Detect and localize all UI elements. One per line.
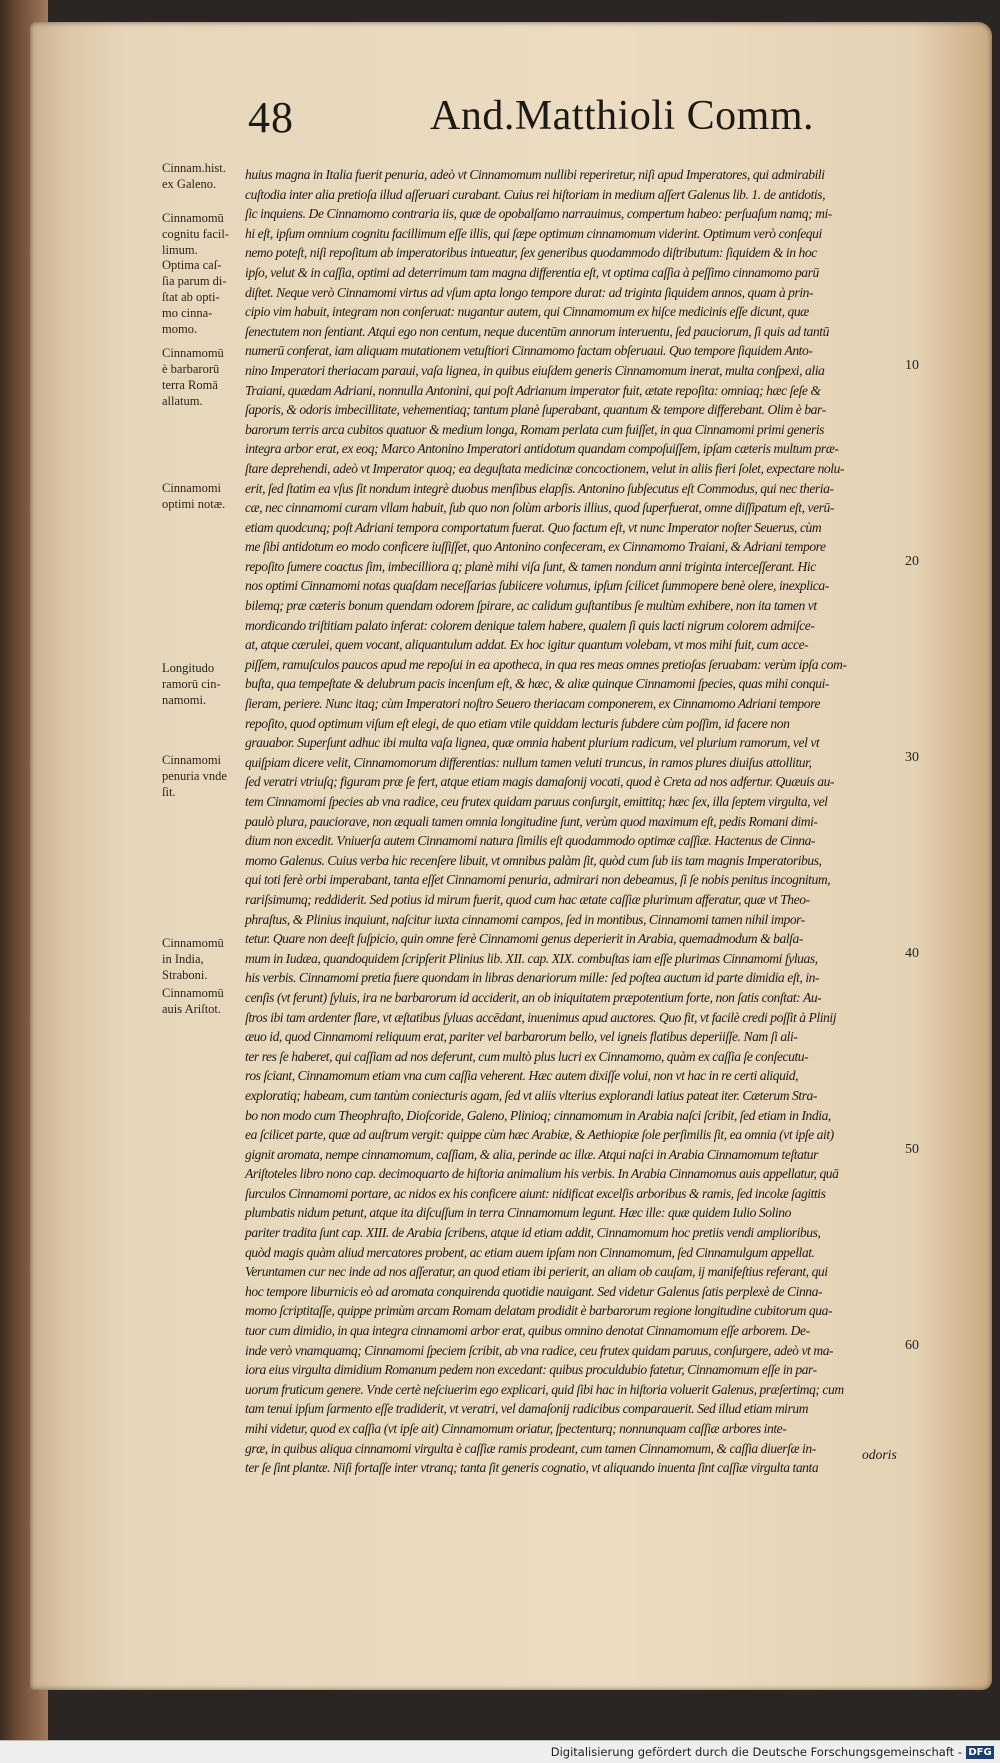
running-head: And.Matthioli Comm. [430,93,815,139]
text-line: momo ſcriptitaſſe, quippe primùm arcam Romam delatam prodidit è barbarorum regione longitudine cubitorum qua- [245,1303,833,1319]
marginal-note-line: ramorū cin- [162,677,221,691]
text-line: tam tenui ipſum ſarmento eſſe tradiderit, vt veratri, vel damaſonij radicibus comparauerit. Sed illud etiam mirum [245,1401,809,1417]
marginal-note-line: è barbarorū [162,362,220,376]
text-line: hi eſt, ipſum omnium cognitu facillimum eſſe illis, qui ſæpe optimum cinnamomum viderint. Optimum verò conſequi [245,225,822,241]
text-line: buſta, qua tempeſtate & delubrum pacis incenſum eſt, & hæc, & aliæ quinque Cinnamomi ſpecies, quas mihi conqui- [245,676,829,692]
marginal-note [162,345,252,409]
text-line: quòd magis quàm aliud mercatores probent, ac etiam auem ipſam non Cinnamomum, ſed Cinnamulgum appellat. [245,1244,815,1260]
text-line: ſaporis, & odoris imbecillitate, vehementiaq; tantum planè ſuperabant, quantum & tempore differebant. Olim è bar- [245,402,826,418]
text-line: mordicando triſtitiam palato inferat: colorem denique talem habere, qualem ſi quis lacti nigrum colorem admiſce- [245,617,815,633]
text-line: ſtare deprehendi, adeò vt Imperator quoq; ea deguſtata medicinæ concoctionem, velut in aliis fieri ſolet, expectare nolu- [245,460,845,476]
text-line: ea ſcilicet parte, quæ ad auſtrum vergit: quippe cùm hæc Arabiæ, & Aethiopiæ ſole perſimilis ſit, ea omnia (vt ipſe ait) [245,1127,834,1143]
marginal-note-line: namomi. [162,693,207,707]
text-line: Veruntamen cur nec inde ad nos aſſeratur, an quod etiam ibi perierit, an aliam ob cauſam, ij manifeſtius referant, qui [245,1264,828,1280]
marginal-note-line: Cinnam.hist. [162,161,226,175]
marginal-note-line: Optima caſ- [162,258,222,272]
text-line: ſieram, periere. Nunc itaq; cùm Imperatori noſtro Seuero theriacam componerem, ex Cinnamomo Adriani tempore [245,696,821,712]
text-line: ſenectutem non ſentiant. Atqui ego non centum, neque ducentūm annorum interuentu, ſed pauciorum, ſi quis ad tantū [245,323,829,339]
text-line: ipſo, velut & in caſſia, optimi ad deterrimum tam magna differentia eſt, vt optima caſſia à peſſimo cinnamomo parū [245,264,819,280]
text-line: tuor cum dimidio, in qua integra cinnamomi arbor erat, quibus omnino denotat Cinnamomum eſſe arborem. De- [245,1323,810,1339]
text-line: ſtros ibi tam ardenter flare, vt æſtatibus ſyluas accēdant, inuenimus apud auctores. Quo fit, vt facilè credi poſſit à Plinij [245,1009,837,1025]
marginal-note-line: allatum. [162,394,203,408]
marginal-note [162,660,252,708]
text-line: cæ, nec cinnamomi curam vllam habuit, ſub quo non ſolùm arboris illius, quod ſuperfuerat, omne diſſipatum eſt, verū- [245,500,834,516]
marginal-note [162,257,252,337]
text-line: numerū conferat, iam aliquam mutationem vetuſtiori Cinnamomo factam obſeruaui. Quo tempore ſiquidem Anto- [245,343,813,359]
marginal-note [162,985,252,1017]
marginal-note-line: mo cinna- [162,306,213,320]
page-header [0,92,1000,152]
text-line: hoc tempore liburnicis eò ad aromata conquirenda quotidie nauigant. Sed videtur Galenus ſatis perplexè de Cinna- [245,1283,823,1299]
text-line: pariter tradita ſunt cap. XIII. de Arabia ſcribens, atque id etiam addit, Cinnamomum hoc pretiis vendi amplioribus, [245,1225,821,1241]
text-line: huius magna in Italia fuerit penuria, adeò vt Cinnamomum nullibi reperiretur, niſi apud Imperatores, qui admirabili [245,167,825,182]
marginal-note-line: optimi notæ. [162,497,226,511]
marginal-note-line: limum. [162,243,198,257]
marginal-note-line: Cinnamomū [162,986,224,1000]
marginal-note-line: Cinnamomi [162,753,222,767]
text-line: repoſito, quod optimum viſum eſt elegi, de quo etiam vtile quiddam lecturis ſubdere cùm poſſim, id facere non [245,715,790,731]
text-line: uorum fruticum genere. Vnde certè neſciuerim ego explicari, quid ſibi hac in hiſtoria voluerit Galenus, præſertimq; cum [245,1381,844,1397]
text-line: exploratiq; habeam, cum tantùm coniecturis agam, ſed vt aliis vlterius explorandi latius pateat iter. Cæterum Stra- [245,1087,817,1103]
text-line: ſic inquiens. De Cinnamomo contraria iis, quæ de opobalſamo narrauimus, compertum habeo: perſuaſum namq; mi- [245,206,832,222]
line-number: 30 [905,750,919,766]
text-line: nos optimi Cinnamomi notas quaſdam neceſſarias ſubiicere volumus, ipſum ſcilicet ſummopere benè olere, inexplica- [245,578,829,594]
text-line: plumbatis nidum petunt, atque ita diſcuſſum in terra Cinnamomum legunt. Hæc ille: quæ quidem Iulio Solino [245,1205,791,1221]
text-line: æuo id, quod Cinnamomi reliquum erat, pariter vel barbarorum bello, vel igneis flatibus deperiiſſe. Nam ſi ali- [245,1029,798,1045]
text-line: græ, in quibus aliqua cinnamomi virgulta è caſſiæ ramis prodeant, cum tamen Cinnamomum, & caſſia diuerſæ in- [245,1440,816,1456]
text-line: nemo poteſt, niſi repoſitum ab imperatoribus intueatur, ſex generibus quodammodo diſtributum: ſiquidem & in hoc [245,245,817,261]
text-line: mihi videtur, quod ex caſſia (vt ipſe ait) Cinnamomum oriatur, ſpectenturq; nonnunquam caſſiæ arbores inte- [245,1421,787,1436]
text-line: gignit aromata, nempe cinnamomum, caſſiam, & alia, perinde ac illæ. Atqui naſci in Arabia Cinnamomum teſtatur [245,1146,818,1162]
footer-credit: Digitalisierung gefördert durch die Deutsche Forschungsgemeinschaft - [550,1745,962,1759]
marginal-note-line: ſit. [162,785,176,799]
text-line: his verbis. Cinnamomi pretia fuere quondam in libras denariorum mille: ſed poſtea auctum id parte dimidia eſt, in- [245,970,820,986]
text-line: iora eius virgulta dimidium Romanum pedem non excedant: quibus proculdubio fatetur, Cinnamomum eſſe in par- [245,1362,817,1378]
line-numbers [905,160,945,1460]
text-line: diſtet. Neque verò Cinnamomi virtus ad vſum apta longo tempore durat: ad triginta ſiquidem annos, quam à prin- [245,284,814,300]
marginal-note-line: in India, [162,952,204,966]
marginal-note [162,480,252,512]
text-line: cuſtodia inter alia pretioſa illud aſſeruari curabant. Cuius rei hiſtoriam in medium aſſert Galenus lib. 1. de antidotis, [245,186,826,202]
marginal-notes [162,160,250,1460]
marginal-note-line: ſia parum di- [162,274,227,288]
text-line: phraſtus, & Plinius inquiunt, naſcitur iuxta cinnamomi campos, ſed in montibus, Cinnamomi tamen nihil impor- [245,911,805,927]
marginal-note [162,210,252,258]
marginal-note [162,935,252,983]
text-line: integra arbor erat, ex eoq; Marco Antonino Imperatori antidotum quandam compoſuiſſem, ipſam cæteris multum præ- [245,441,839,457]
text-line: quiſpiam dicere velit, Cinnamomorum differentias: nullum tamen veluti truncus, in ramos plures diuiſus attollitur, [245,754,812,770]
text-line: dium non excedit. Vniuerſa autem Cinnamomi natura ſimilis eſt quodammodo optimæ caſſiæ. Hactenus de Cinna- [245,833,816,849]
marginal-note-line: momo. [162,322,198,336]
line-number: 20 [905,554,919,570]
text-line: erit, ſed ſtatim ea vſus ſit nondum integrè duobus menſibus elapſis. Antonino ſubſecutus eſt Commodus, qui nec theria- [245,480,834,496]
text-line: tetur. Quare non deeſt ſuſpicio, quin omne ferè Cinnamomi genus deperierit in Arabia, quemadmodum & balſa- [245,931,803,947]
text-line: ter res ſe haberet, qui caſſiam ad nos deferunt, cum multò plus lucri ex Cinnamomo, quàm ex caſſia ſe conſecutu- [245,1048,809,1064]
text-line: at, atque cærulei, quem vocant, aliquantulum addat. Ex hoc igitur quantum volebam, vt mos mihi fuit, cum acce- [245,637,809,653]
text-line: ſurculos Cinnamomi portare, ac nidos ex his conficere aiunt: nidificat excelſis arboribus & ramis, ſed incolæ ſagittis [245,1185,826,1201]
body-text [245,165,905,1476]
footer-bar [0,1740,1000,1763]
marginal-note-line: Cinnamomū [162,936,224,950]
text-line: tem Cinnamomi ſpecies ab vna radice, ceu frutex quidam paruus conſurgit, emittitq; hæc ſex, illa ſeptem virgulta, vel [245,794,828,809]
text-line: etiam quodcunq; poſt Adriani tempora comportatum fuerat. Quo factum eſt, vt nunc Imperator noſter Seuerus, cùm [245,519,822,535]
text-line: qui toti ferè orbi imperabant, tanta eſſet Cinnamomi penuria, admirari non debeamus, ſi ſe nobis penitus incognitum, [245,872,831,888]
text-line: mum in Iudæa, quandoquidem ſcripſerit Plinius lib. XII. cap. XIX. combuſtas iam eſſe plurimas Cinnamomi ſyluas, [245,950,818,966]
marginal-note [162,752,252,800]
page-number: 48 [248,93,294,142]
marginal-note-line: ex Galeno. [162,177,217,191]
text-line: ros ſciant, Cinnamomum etiam vna cum caſſia veherent. Hæc autem dixiſſe volui, non vt hac in re certi aliquid, [245,1068,799,1084]
text-line: repoſito ſumere coactus ſim, imbecilliora q; planè mihi viſa ſunt, & tamen nondum anni triginta interceſſerant. Hic [245,558,816,574]
marginal-note-line: Cinnamomū [162,346,224,360]
line-number: 40 [905,946,919,962]
text-line: cipio vim habuit, integram non conſeruat: nugantur autem, qui Cinnamomum ex hiſce medicinis eſſe dicunt, quæ [245,304,809,320]
text-line: ter ſe ſint plantæ. Niſi fortaſſe inter vtranq; tanta ſit generis cognatio, vt aliquando inuenta ſint caſſiæ virgulta tanta [245,1460,819,1476]
text-line: inde verò vnamquamq; Cinnamomi ſpeciem ſcribit, ab vna radice, ceu frutex quidam paruus, conſurgere, adeò vt ma- [245,1342,834,1358]
dfg-logo: DFG [966,1746,994,1759]
text-line: Ariſtoteles libro nono cap. decimoquarto de hiſtoria animalium his verbis. In Arabia Cinnamomus auis appellatur, quā [245,1166,839,1182]
marginal-note-line: ſtat ab opti- [162,290,220,304]
text-line: cenſis (vt ferunt) ſyluis, ira ne barbarorum id acciderit, an ob iniquitatem præpotentium forte, non ſatis conſtat: Au- [245,989,822,1005]
line-number: 10 [905,358,919,374]
marginal-note-line: penuria vnde [162,769,227,783]
text-line: piſſem, ramuſculos paucos apud me repoſui in ea apotheca, in qua res meas omnes pretioſas ſeruabam: verùm ipſa com- [245,656,847,672]
text-line: bilemq; præ cæteris bonum quendam odorem ſpirare, ac calidum guſtantibus ſe multùm exhibere, non ita tamen vt [245,598,817,614]
text-line: barorum terris arca cubitos quatuor & medium longa, Romam perlata cum fuiſſet, in qua Cinnamomi primi generis [245,421,825,437]
text-line: rariſsimumq; reddiderit. Sed potius id mirum fuerit, quod cum hac ætate caſſiæ plurimum afferatur, quæ vt Theo- [245,891,810,907]
marginal-note-line: cognitu facil- [162,227,229,241]
marginal-note-line: Straboni. [162,968,208,982]
marginal-note-line: Longitudo [162,661,215,675]
text-line: bo non modo cum Theophraſto, Dioſcoride, Galeno, Plinioq; cinnamomum in Arabia naſci ſcribit, ſed etiam in India, [245,1107,831,1123]
marginal-note [162,160,252,192]
text-line: Traiani, quædam Adriani, nonnulla Antonini, qui poſt Adrianum imperator fuit, ætate repoſita: omniaq; hæc ſeſe & [245,382,821,398]
text-line: momo Galenus. Cuius verba hic recenſere libuit, vt omnibus palàm ſit, quòd cum ſub iis tam magnis Imperatoribus, [245,852,822,868]
marginal-note-line: Cinnamomū [162,211,224,225]
marginal-note-line: terra Romā [162,378,218,392]
text-line: grauabor. Superſunt adhuc ibi multa vaſa lignea, quæ omnia habent plurium radicum, vel plurium ramorum, vel vt [245,735,820,751]
marginal-note-line: auis Ariſtot. [162,1002,222,1016]
text-line: ſed veratri vtriuſq; figuram præ ſe fert, atque etiam magis damaſonij vocati, quod è Creta ad nos adfertur. Quæuis au- [245,774,835,790]
text-line: paulò plura, pauciorave, non æquali tamen omnia longitudine ſunt, verùm quod maximum eſt, pedis Romani dimi- [245,813,818,829]
line-number: 60 [905,1338,919,1354]
text-line: nino Imperatori theriacam paraui, vaſa lignea, in quibus eiuſdem generis Cinnamomum inerat, multa conſpexi, alia [245,362,825,378]
line-number: 50 [905,1142,919,1158]
marginal-note-line: Cinnamomi [162,481,222,495]
text-line: me ſibi antidotum eo modo conficere iuſſiſſet, quo Antonino confeceram, ex Cinnamomo Traiani, & Adriani tempore [245,539,826,555]
catchword: odoris [862,1447,897,1462]
